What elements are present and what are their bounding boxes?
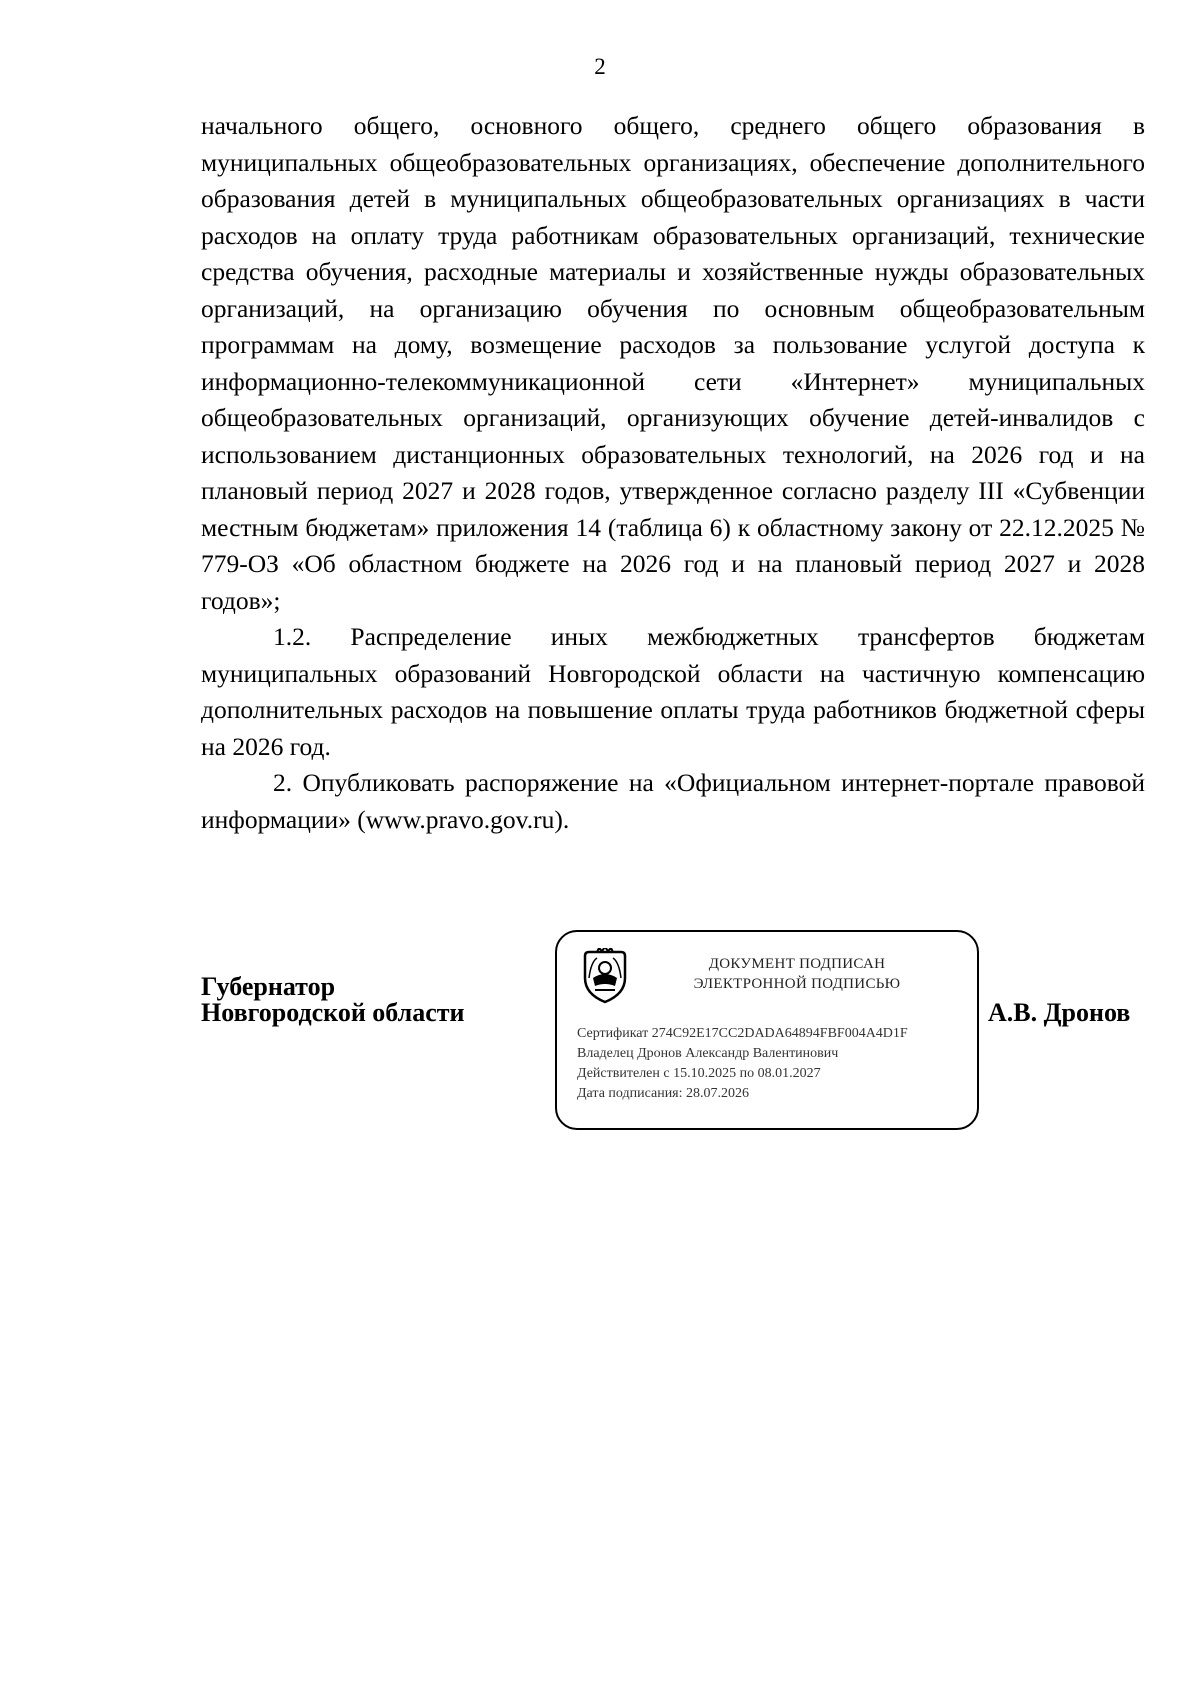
- coat-of-arms-icon: [581, 948, 629, 1006]
- stamp-owner: Владелец Дронов Александр Валентинович: [577, 1046, 839, 1061]
- paragraph-2: 2. Опубликовать распоряжение на «Официальном интернет-портале правовой информации» (www.pravo.gov.ru).: [201, 768, 1145, 834]
- stamp-title: [637, 954, 957, 994]
- signatory-position: Губернатор: [201, 972, 336, 1001]
- signatory-title: [201, 974, 465, 1026]
- signatory-name: А.В. Дронов: [988, 998, 1131, 1027]
- paragraph-1-2: 1.2. Распределение иных межбюджетных трансфертов бюджетам муниципальных образований Новгородской области на частичную компенсацию дополнительных расходов на повышение оплаты труда работников бюджетной сферы на 2026 год.: [201, 622, 1145, 761]
- stamp-details: [577, 1024, 908, 1104]
- electronic-signature-stamp: [555, 930, 979, 1130]
- stamp-validity: Действителен с 15.10.2025 по 08.01.2027: [577, 1066, 821, 1081]
- stamp-certificate: Сертификат 274C92E17CC2DADA64894FBF004A4D1F: [577, 1026, 908, 1041]
- signatory-region: Новгородской области: [201, 998, 465, 1027]
- paragraph-1-continuation: начального общего, основного общего, среднего общего образования в муниципальных общеобразовательных организациях, обеспечение дополнительного образования детей в муниципальных общеобразовательных организациях в части расходов на оплату труда работникам образовательных организаций, технические средства обучения, расходные материалы и хозяйственные нужды образовательных организаций, на организацию обучения по основным общеобразовательным программам на дому, возмещение расходов за пользование услугой доступа к информационно-телекоммуникационной сети «Интернет» муниципальных общеобразовательных организаций, организующих обучение детей-инвалидов с использованием дистанционных образовательных технологий, на 2026 год и на плановый период 2027 и 2028 годов, утвержденное согласно разделу III «Субвенции местным бюджетам» приложения 14 (таблица 6) к областному закону от 22.12.2025 № 779-ОЗ «Об областном бюджете на 2026 год и на плановый период 2027 и 2028 годов»;: [201, 111, 1145, 615]
- page-number: 2: [594, 54, 606, 79]
- document-body: [201, 108, 1145, 838]
- stamp-title-line2: ЭЛЕКТРОННОЙ ПОДПИСЬЮ: [693, 976, 901, 992]
- stamp-signed-date: Дата подписания: 28.07.2026: [577, 1086, 750, 1101]
- stamp-title-line1: ДОКУМЕНТ ПОДПИСАН: [708, 956, 886, 972]
